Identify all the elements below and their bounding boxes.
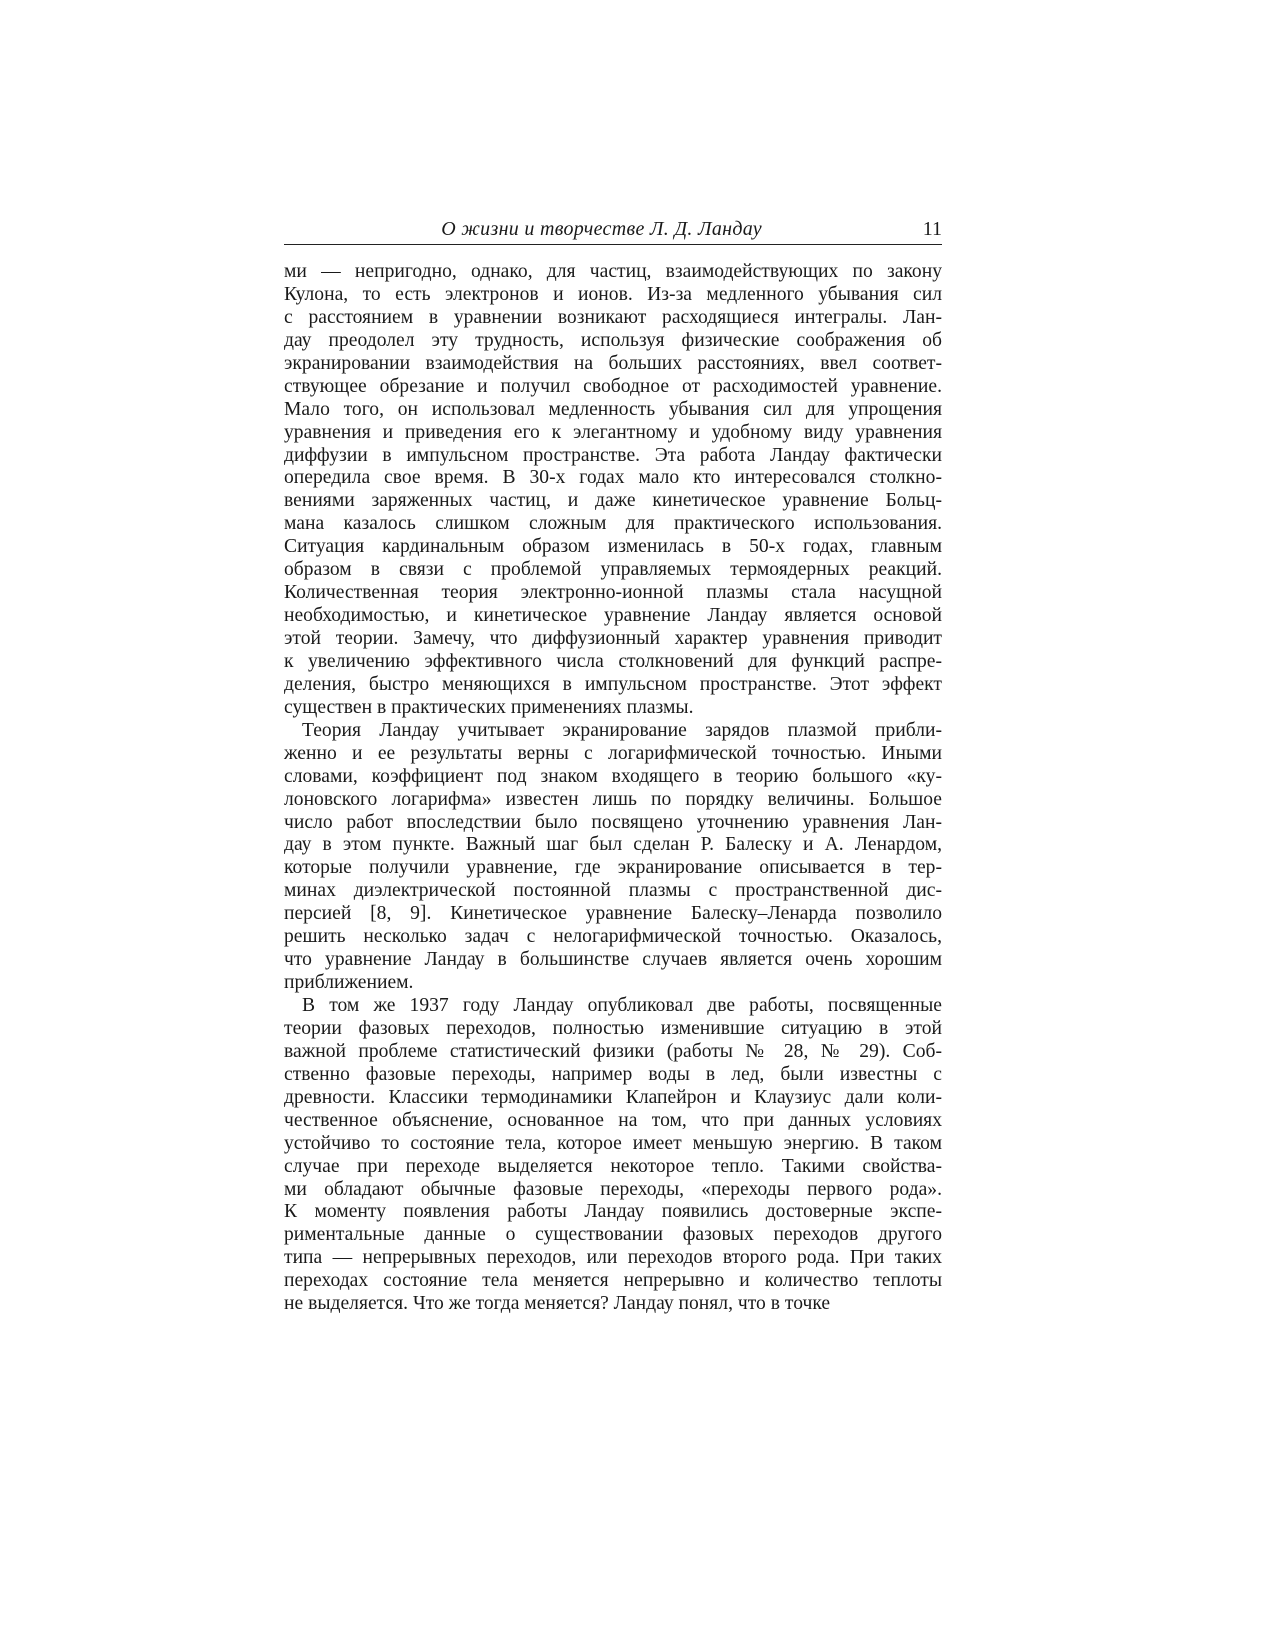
text-line: ми обладают обычные фазовые переходы, «переходы первого рода». — [284, 1178, 942, 1200]
text-line: Теория Ландау учитывает экранирование зарядов плазмой прибли- — [302, 719, 942, 741]
text-line: с расстоянием в уравнении возникают расходящиеся интегралы. Лан- — [284, 306, 942, 328]
text-line: дау в этом пункте. Важный шаг был сделан Р. Балеску и А. Ленардом, — [284, 834, 942, 856]
text-line: деления, быстро меняющихся в импульсном пространстве. Этот эффект — [284, 673, 942, 695]
text-line: К моменту появления работы Ландау появились достоверные экспе- — [284, 1201, 942, 1223]
paragraph — [284, 720, 942, 995]
text-line: риментальные данные о существовании фазовых переходов другого — [284, 1224, 942, 1246]
text-line: теории фазовых переходов, полностью изменившие ситуацию в этой — [284, 1017, 942, 1039]
text-line: Мало того, он использовал медленность убывания сил для упрощения — [284, 398, 942, 420]
text-line: образом в связи с проблемой управляемых термоядерных реакций. — [284, 559, 942, 581]
text-line: уравнения и приведения его к элегантному и удобному виду уравнения — [284, 421, 942, 443]
text-line: дау преодолел эту трудность, используя физические соображения об — [284, 329, 942, 351]
text-line: типа — непрерывных переходов, или переходов второго рода. При таких — [284, 1247, 942, 1269]
paragraph — [284, 995, 942, 1316]
text-line: важной проблеме статистический физики (работы № 28, № 29). Соб- — [284, 1040, 942, 1062]
text-line: вениями заряженных частиц, и даже кинетическое уравнение Больц- — [284, 490, 942, 512]
text-line: В том же 1937 году Ландау опубликовал две работы, посвященные — [302, 995, 942, 1016]
text-line: экранировании взаимодействия на больших расстояниях, ввел соответ- — [284, 352, 942, 374]
text-line: опередила свое время. В 30-х годах мало кто интересовался столкно- — [284, 467, 942, 489]
text-line: существен в практических применениях плазмы. — [284, 696, 694, 718]
running-title: О жизни и творчестве Л. Д. Ландау — [441, 218, 762, 240]
paragraph — [284, 261, 942, 720]
text-line: словами, коэффициент под знаком входящего в теорию большого «ку- — [284, 765, 942, 787]
text-line: ственно фазовые переходы, например воды в лед, были известны с — [284, 1063, 942, 1085]
text-line: к увеличению эффективного числа столкновений для функций распре- — [284, 650, 942, 672]
text-line: что уравнение Ландау в большинстве случаев является очень хорошим — [284, 949, 942, 971]
text-line: устойчиво то состояние тела, которое имеет меньшую энергию. В таком — [284, 1132, 942, 1154]
text-line: древности. Классики термодинамики Клапейрон и Клаузиус дали коли- — [284, 1086, 942, 1108]
text-line: Ситуация кардинальным образом изменилась в 50-х годах, главным — [284, 536, 942, 558]
page-number: 11 — [922, 218, 942, 240]
text-line: чественное объяснение, основанное на том, что при данных условиях — [284, 1109, 942, 1131]
text-line: ми — непригодно, однако, для частиц, взаимодействующих по закону — [284, 261, 942, 282]
text-line: Количественная теория электронно-ионной плазмы стала насущной — [284, 582, 942, 604]
text-line: женно и ее результаты верны с логарифмической точностью. Иными — [284, 742, 942, 764]
text-line: приближением. — [284, 972, 414, 994]
text-line: Кулона, то есть электронов и ионов. Из-за медленного убывания сил — [284, 283, 942, 305]
text-line: не выделяется. Что же тогда меняется? Ландау понял, что в точке — [284, 1293, 831, 1315]
page-header — [284, 218, 942, 245]
body-text — [284, 261, 942, 1316]
text-line: мана казалось слишком сложным для практического использования. — [284, 513, 942, 535]
text-line: минах диэлектрической постоянной плазмы с пространственной дис- — [284, 880, 942, 902]
text-line: решить несколько задач с нелогарифмической точностью. Оказалось, — [284, 926, 942, 948]
text-line: ствующее обрезание и получил свободное от расходимостей уравнение. — [284, 375, 942, 397]
text-line: персией [8, 9]. Кинетическое уравнение Балеску–Ленарда позволило — [284, 903, 942, 925]
text-line: переходах состояние тела меняется непрерывно и количество теплоты — [284, 1270, 942, 1292]
text-line: случае при переходе выделяется некоторое тепло. Такими свойства- — [284, 1155, 942, 1177]
text-line: необходимостью, и кинетическое уравнение Ландау является основой — [284, 605, 942, 627]
text-line: число работ впоследствии было посвящено уточнению уравнения Лан- — [284, 811, 942, 833]
text-line: этой теории. Замечу, что диффузионный характер уравнения приводит — [284, 628, 942, 649]
text-line: которые получили уравнение, где экранирование описывается в тер- — [284, 857, 942, 879]
text-line: лоновского логарифма» известен лишь по порядку величины. Большое — [284, 788, 942, 810]
text-line: диффузии в импульсном пространстве. Эта работа Ландау фактически — [284, 444, 942, 466]
